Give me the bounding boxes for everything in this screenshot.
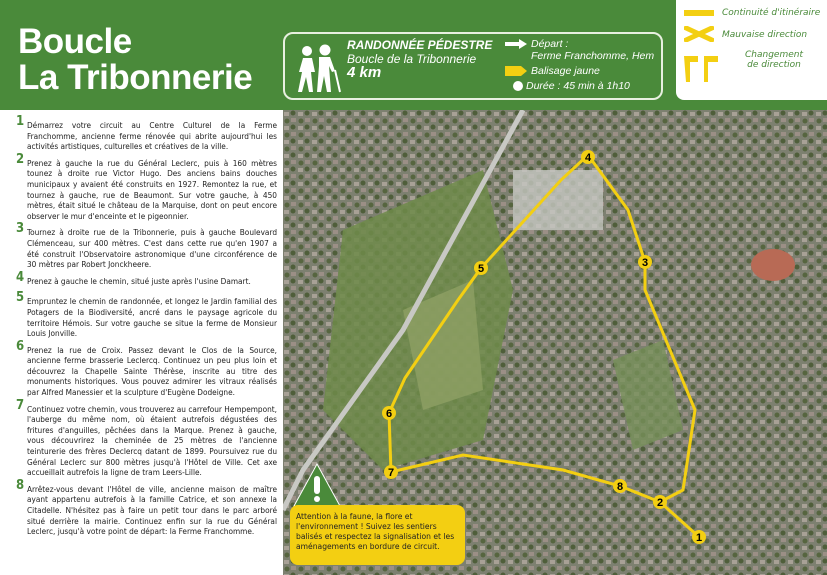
step-text: Prenez à gauche la rue du Général Leclerc, puis à 160 mètres tounez à droite rue Victor Hugo. Des anciens bains douches municipaux y avaient été construits en 1927. Remontez la rue, et tournez à gauche, rue de Beaumont. Sur votre gauche, à 450 mètres, était situé le château de la Marquise, dont on peut encore observer le mur d'enceinte et le pigeonnier. <box>27 157 277 221</box>
step-text: Tournez à droite rue de la Tribonnerie, puis à gauche Boulevard Clémenceau, sur 400 mètres. C'est dans cette rue qu'en 1907 a été construit l'Observatoire astronomique d'une circonférence de 30 mètres par Robert Jonckheere. <box>27 227 277 270</box>
legend <box>676 0 827 100</box>
step-5 <box>16 290 277 339</box>
legend-label: Mauvaise direction <box>722 30 808 40</box>
steps-panel <box>0 110 283 575</box>
arrow-right-icon <box>505 39 527 49</box>
waypoint-label: 6 <box>385 408 393 420</box>
yellow-marker-icon <box>505 66 527 76</box>
step-2 <box>16 151 277 222</box>
step-3 <box>16 221 277 270</box>
step-text: Prenez la rue de Croix. Passez devant le Clos de la Source, ancienne ferme brasserie Leclercq. Continuez un peu plus loin et découvrez la Chapelle Sainte Thérèse, inscrite au titre des monuments historiques. Vous pouvez admirer les vitraux réalisés par Alfred Manessier et la sculpture d'Eugène Dodeigne. <box>27 344 277 398</box>
step-number: 6 <box>16 338 25 354</box>
info-name: Boucle de la Tribonnerie <box>347 52 477 66</box>
waypoint-label: 1 <box>695 532 703 544</box>
step-text: Prenez à gauche le chemin, situé juste après l'usine Damart. <box>27 275 251 286</box>
turn-marker-icon <box>684 54 720 84</box>
step-8 <box>16 477 277 537</box>
step-4 <box>16 269 277 287</box>
warning-text: Attention à la faune, la flore et l'environnement ! Suivez les sentiers balisés et respectez la signalisation et les aménagements en bordure de circuit. <box>296 512 455 551</box>
waypoint-label: 4 <box>584 152 592 164</box>
step-6 <box>16 338 277 398</box>
hikers-icon <box>293 44 343 94</box>
depart-value: Ferme Franchomme, Hem <box>531 50 655 62</box>
step-number: 2 <box>16 151 25 167</box>
warning-box <box>290 505 465 565</box>
yellow-bar-icon <box>684 10 714 18</box>
waypoint-label: 2 <box>656 497 664 509</box>
step-text: Arrêtez-vous devant l'Hôtel de ville, ancienne maison de maître ayant appartenu autrefois à la famille Catrice, et son annexe la Citadelle. N'hésitez pas à faire un petit tour dans le parc arboré situé derrière la mairie. Continuez enfin sur la rue du Général Leclerc, jusqu'à votre point de départ: la Ferme Franchomme. <box>27 483 277 537</box>
info-type: RANDONNÉE PÉDESTRE <box>347 38 493 52</box>
step-7 <box>16 397 277 478</box>
legend-label-line1: Changement <box>745 50 803 60</box>
waypoint-7 <box>384 465 398 479</box>
info-distance: 4 km <box>347 64 382 81</box>
legend-label: Continuité d'itinéraire <box>722 8 821 18</box>
header-band <box>0 0 827 110</box>
page-title <box>18 24 252 96</box>
legend-label <box>734 50 814 70</box>
title-line1: Boucle <box>18 22 132 61</box>
waypoint-5 <box>474 261 488 275</box>
legend-item-changement <box>684 50 824 90</box>
waypoint-4 <box>581 150 595 164</box>
clock-icon <box>513 81 523 91</box>
stadium <box>751 249 795 281</box>
step-text: Empruntez le chemin de randonnée, et longez le Jardin familial des Potagers de la Biodiversité, ancré dans le paysage agricole du territoire Hémois. Sur votre gauche se situe la ferme de Monsieur Louis Jonville. <box>27 296 277 339</box>
step-number: 4 <box>16 269 25 285</box>
info-box <box>283 32 663 100</box>
duree: Durée : 45 min à 1h10 <box>526 80 630 92</box>
waypoint-6 <box>382 406 396 420</box>
waypoint-label: 8 <box>616 481 624 493</box>
waypoint-3 <box>638 255 652 269</box>
waypoint-label: 3 <box>641 257 649 269</box>
depart-label: Départ : <box>531 38 569 50</box>
step-number: 3 <box>16 221 25 237</box>
legend-label-line2: de direction <box>747 60 801 70</box>
industrial-site <box>513 170 603 230</box>
exclamation-icon <box>292 462 342 508</box>
step-text: Démarrez votre circuit au Centre Culturel de la Ferme Franchomme, ancienne ferme rénovée qui abrite aujourd'hui les activités artistiques, culturelles et créatives de la ville. <box>27 120 277 152</box>
step-number: 7 <box>16 397 25 413</box>
balisage: Balisage jaune <box>531 65 600 77</box>
step-number: 1 <box>16 114 25 129</box>
title-line2: La Tribonnerie <box>18 58 253 97</box>
waypoint-label: 7 <box>387 467 395 479</box>
step-number: 5 <box>16 290 25 306</box>
step-text: Continuez votre chemin, vous trouverez au carrefour Hempempont, l'auberge du même nom, où étaient autrefois dégustées des fritures d'anguilles, pêchées dans la Marque. Prenez à gauche, vous découvrirez la cheminée de 25 mètres de l'ancienne teinturerie des frères Declercq datant de 1899. Poursuivez rue du Général Leclerc sur 800 mètres jusqu'à l'Hôtel de Ville. Cet axe accueillait autrefois la ligne de tram Leers-Lille. <box>27 403 277 478</box>
yellow-cross-icon <box>684 26 714 42</box>
step-number: 8 <box>16 477 25 493</box>
waypoint-2 <box>653 495 667 509</box>
waypoint-8 <box>613 479 627 493</box>
step-1 <box>16 114 277 152</box>
waypoint-1 <box>692 530 706 544</box>
waypoint-label: 5 <box>477 263 485 275</box>
